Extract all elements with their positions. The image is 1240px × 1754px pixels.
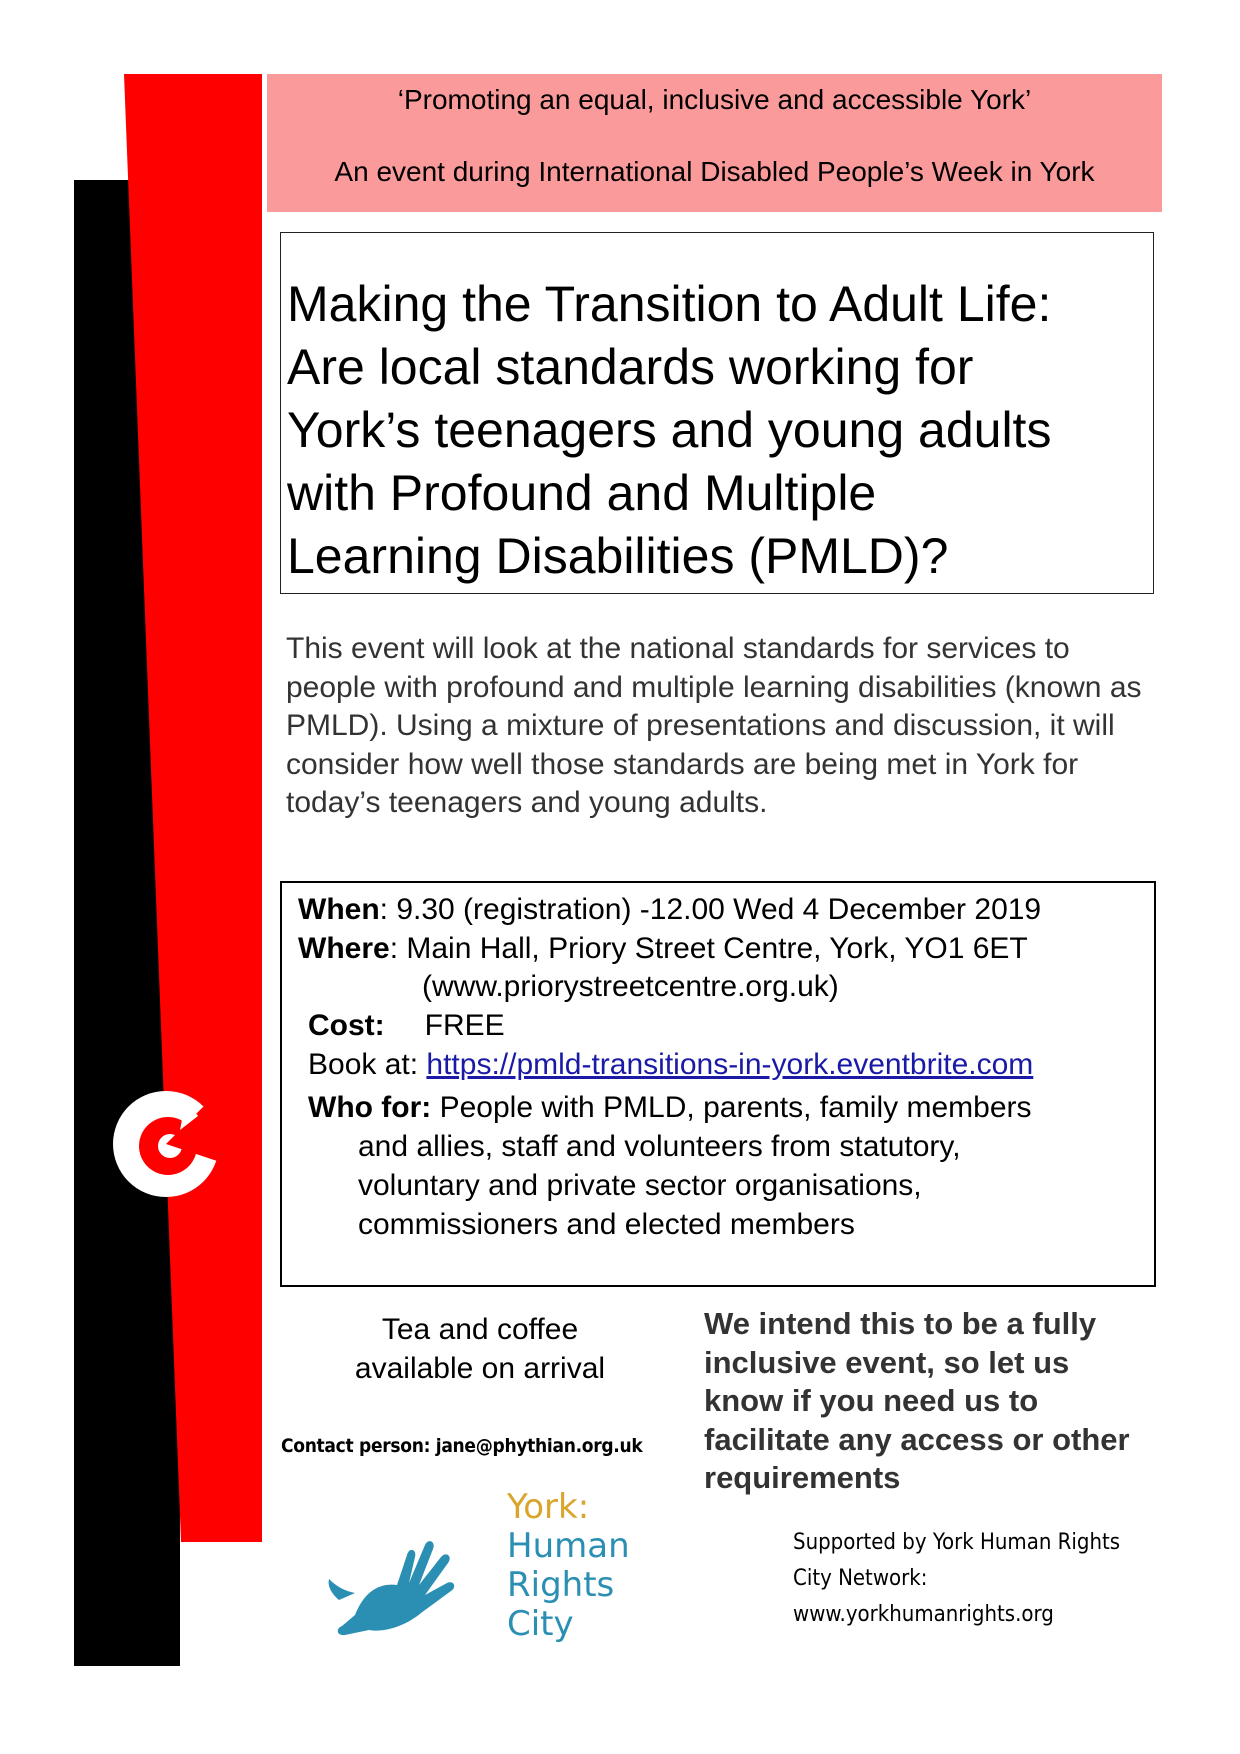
book-label: Book at: [308,1048,427,1081]
tagline: ‘Promoting an equal, inclusive and accessible York’ [397,84,1032,115]
hand-dove-icon [325,1495,485,1640]
when-value: : 9.30 (registration) -12.00 Wed 4 December 2019 [379,893,1042,926]
logo-human: Human [507,1526,630,1566]
event-note: An event during International Disabled People’s Week in York [334,156,1095,187]
who-for-line: commissioners and elected members [358,1208,855,1241]
who-for-line: and allies, staff and volunteers from statutory, [358,1130,961,1163]
book-row [308,1046,1033,1084]
refreshments-note [300,1310,660,1388]
who-for-row [308,1089,1032,1127]
title-line: Making the Transition to Adult Life: [287,276,1052,332]
event-description: This event will look at the national standards for services to people with profound and multiple learning disabilities (known as PMLD). Using a mixture of presentations and discussion, it will consider how well those standards are being met in York for today’s teenagers and young adults. [286,632,1142,819]
contact-person: Contact person: jane@phythian.org.uk [281,1435,643,1457]
who-for-value: People with PMLD, parents, family members [431,1091,1032,1124]
venue-url: (www.priorystreetcentre.org.uk) [422,970,839,1003]
logo-rights: Rights [507,1565,615,1605]
cost-value: FREE [424,1009,505,1042]
refreshments-line: available on arrival [354,1352,606,1385]
support-line: City Network: [793,1566,928,1591]
support-url: www.yorkhumanrights.org [793,1602,1054,1627]
where-row [298,930,1028,968]
booking-link[interactable]: https://pmld-transitions-in-york.eventbrite.com [426,1048,1034,1081]
logo-york: York: [507,1487,590,1527]
title-line: with Profound and Multiple [287,465,877,521]
refreshments-line: Tea and coffee [381,1313,579,1346]
event-details-box [280,881,1156,1287]
event-title [287,273,1149,588]
where-value: : Main Hall, Priory Street Centre, York, YO1 6ET [389,932,1028,965]
c-logo-icon [110,1088,222,1200]
where-label: Where [298,932,390,965]
inclusive-note: We intend this to be a fully inclusive event, so let us know if you need us to facilitate any access or other requirements [704,1306,1130,1495]
cost-row [308,1007,505,1045]
title-line: York’s teenagers and young adults [287,402,1052,458]
title-line: Learning Disabilities (PMLD)? [287,528,949,584]
cost-label: Cost: [308,1009,385,1042]
header-banner [267,74,1162,212]
support-line: Supported by York Human Rights [793,1530,1121,1555]
who-for-label: Who for: [308,1091,432,1124]
title-box [280,232,1154,594]
logo-city: City [507,1604,574,1644]
when-label: When [298,893,380,926]
who-for-line: voluntary and private sector organisations, [358,1169,922,1202]
when-row [298,891,1041,929]
title-line: Are local standards working for [287,339,974,395]
